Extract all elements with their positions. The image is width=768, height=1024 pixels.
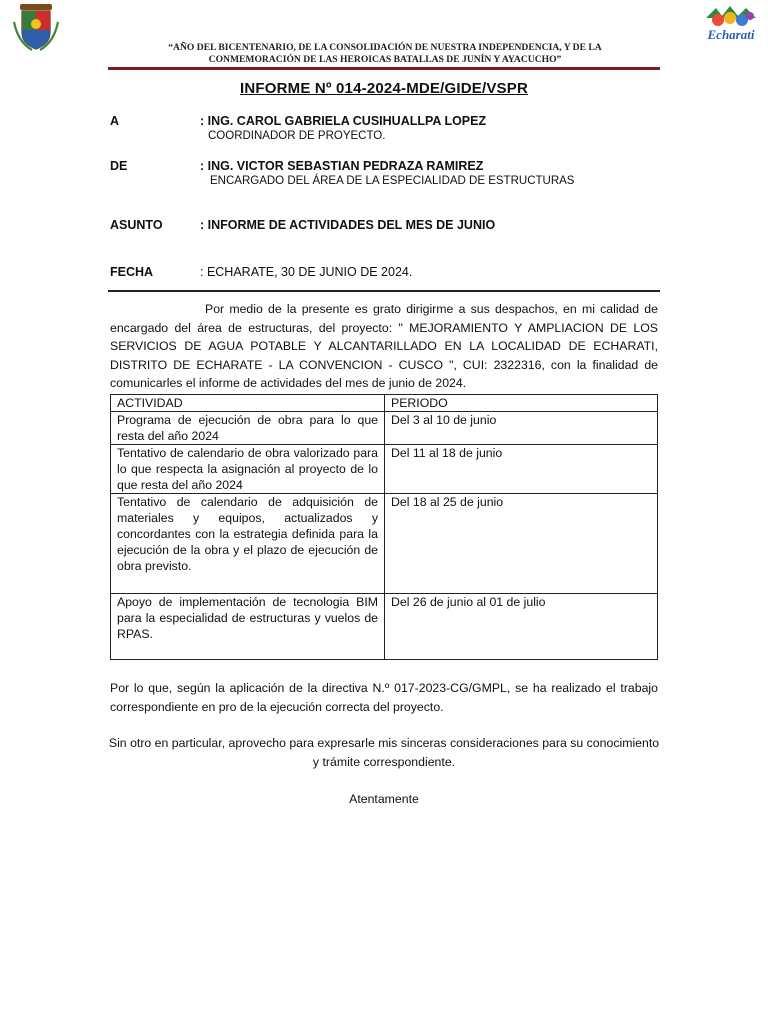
period-cell: Del 26 de junio al 01 de julio [385,594,658,660]
echarati-logo-text: Echarati [707,27,755,42]
intro-paragraph [110,300,658,393]
recipient-name: : ING. CAROL GABRIELA CUSIHUALLPA LOPEZ [200,114,487,128]
activity-cell: Tentativo de calendario de adquisición de materiales y equipos, actualizados y concordantes con la estrategia definida para la ejecución de la obra y el plazo de ejecución de obra previsto. [111,494,385,594]
activity-cell: Programa de ejecución de obra para lo que resta del año 2024 [111,412,385,445]
period-cell: Del 3 al 10 de junio [385,412,658,445]
echarati-logo [700,4,762,44]
table-row [111,594,658,660]
sender-name: : ING. VICTOR SEBASTIAN PEDRAZA RAMIREZ [200,159,484,173]
sender-role: ENCARGADO DEL ÁREA DE LA ESPECIALIDAD DE ESTRUCTURAS [210,175,575,187]
subject-label: ASUNTO [110,218,163,232]
signoff: Atentamente [349,792,419,806]
date-value: : ECHARATE, 30 DE JUNIO DE 2024. [200,265,413,279]
closing-paragraph-2: Sin otro en particular, aprovecho para expresarle mis sinceras consideraciones para su conocimiento y trámite correspondiente. [108,736,660,769]
section-divider [108,290,660,292]
motto-line-1: “AÑO DEL BICENTENARIO, DE LA CONSOLIDACIÓN DE NUESTRA INDEPENDENCIA, Y DE LA [168,42,602,53]
sender-label: DE [110,159,128,173]
table-header-period: PERIODO [385,395,658,412]
activity-cell: Tentativo de calendario de obra valorizado para lo que respecta la asignación al proyecto de lo que resta del año 2024 [111,445,385,494]
recipient-label: A [110,114,120,128]
period-cell: Del 18 al 25 de junio [385,494,658,594]
intro-text: Por medio de la presente es grato dirigirme a sus despachos, en mi calidad de encargado del área de estructuras, del proyecto: " MEJORAMIENTO Y AMPLIACION DE LOS SERVICIOS DE AGUA POTABLE Y ALCANTARILLADO EN LA LOCALIDAD DE ECHARATI, DISTRITO DE ECHARATE - LA CONVENCION - CUSCO ", CUI: 2322316, con la finalidad de comunicarles el informe de actividades del mes de junio de 2024. [110,302,658,391]
year-motto [110,42,660,66]
table-header-activity: ACTIVIDAD [111,395,385,412]
closing-paragraph-1: Por lo que, según la aplicación de la directiva N.º 017-2023-CG/GMPL, se ha realizado el trabajo correspondiente en pro de la ejecución correcta del proyecto. [110,681,658,714]
period-cell: Del 11 al 18 de junio [385,445,658,494]
date-label: FECHA [110,265,154,279]
municipal-crest-logo [12,2,60,52]
header-rule [108,67,660,70]
activity-cell: Apoyo de implementación de tecnologia BIM para la especialidad de estructuras y vuelos de RPAS. [111,594,385,660]
table-row [111,494,658,594]
activities-table [110,394,658,660]
table-header-row [111,395,658,412]
document-title: INFORME Nº 014-2024-MDE/GIDE/VSPR [240,80,528,97]
table-row [111,412,658,445]
table-row [111,445,658,494]
subject-value: : INFORME DE ACTIVIDADES DEL MES DE JUNIO [200,218,496,232]
motto-line-2: CONMEMORACIÓN DE LAS HEROICAS BATALLAS DE JUNÍN Y AYACUCHO” [208,54,562,65]
recipient-role: COORDINADOR DE PROYECTO. [208,130,386,142]
